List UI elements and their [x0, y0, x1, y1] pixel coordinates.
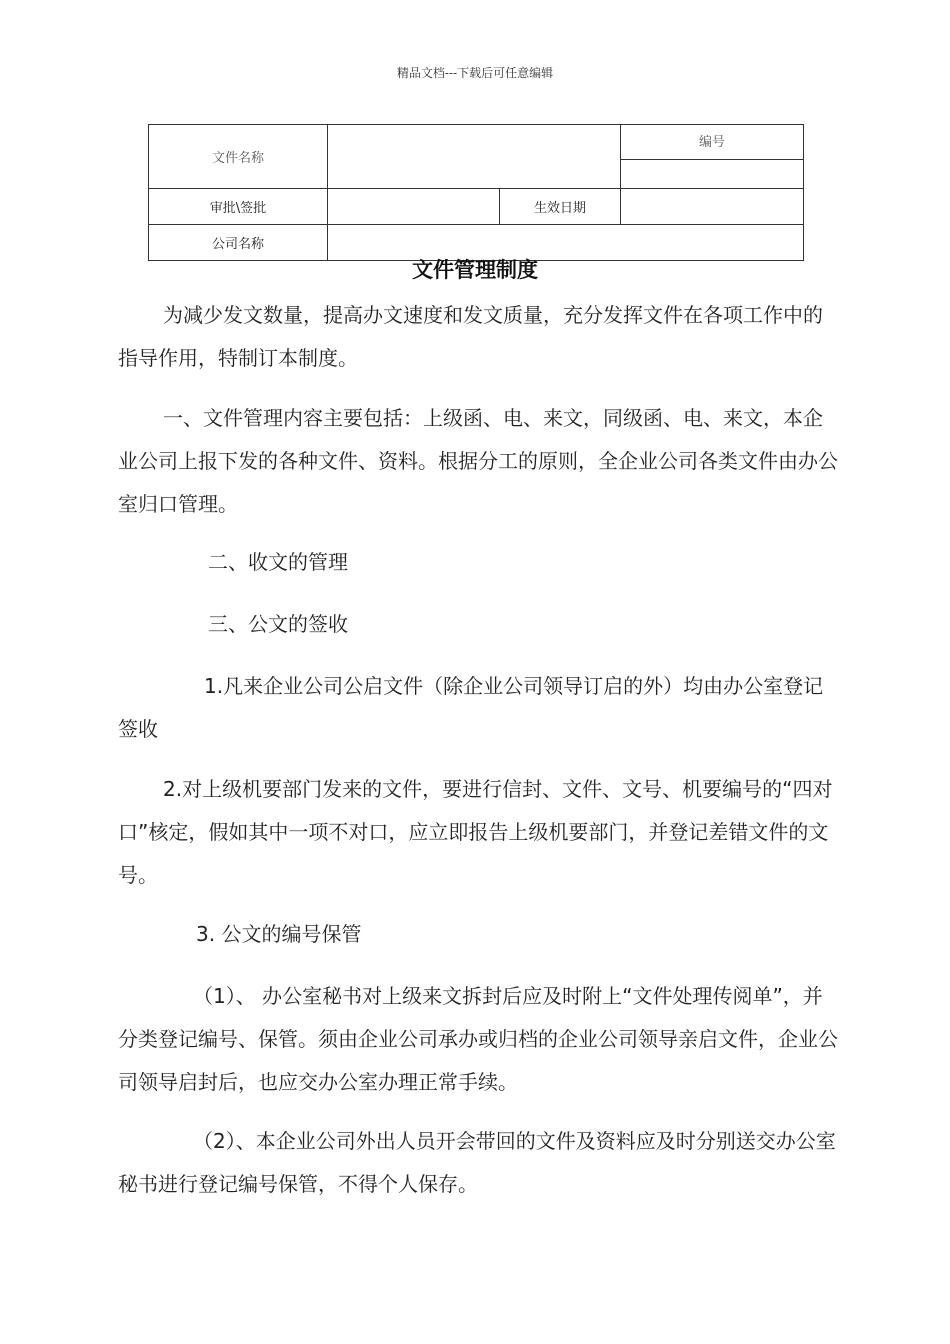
- paragraph-intro: 为减少发文数量，提高办文速度和发文质量，充分发挥文件在各项工作中的指导作用，特制订本制度。: [118, 303, 823, 370]
- paragraph-section-1: 一、文件管理内容主要包括：上级函、电、来文，同级函、电、来文，本企业公司上报下发的各种文件、资料。根据分工的原则，全企业公司各类文件由办公室归口管理。: [118, 406, 838, 516]
- company-name-label: 公司名称: [149, 225, 328, 261]
- approval-label: 审批\签批: [149, 189, 328, 225]
- approval-value: [328, 189, 500, 225]
- paragraph-subitem-1: （1）、 办公室秘书对上级来文拆封后应及时附上“文件处理传阅单”，并分类登记编号、保管。须由企业公司承办或归档的企业公司领导亲启文件，企业公司领导启封后，也应交办公室办理正常手续。: [118, 984, 838, 1094]
- heading-item-3: 3. 公文的编号保管: [196, 922, 362, 946]
- code-label: 编号: [621, 125, 804, 160]
- document-title: 文件管理制度: [412, 258, 538, 282]
- document-info-table: [148, 124, 804, 261]
- file-name-value: [328, 125, 621, 189]
- paragraph-item-2: 2.对上级机要部门发来的文件，要进行信封、文件、文号、机要编号的“四对口”核定，假如其中一项不对口，应立即报告上级机要部门，并登记差错文件的文号。: [118, 777, 833, 887]
- code-value: [621, 160, 804, 189]
- effective-date-value: [621, 189, 804, 225]
- table-row: [149, 125, 804, 160]
- page-header-watermark: 精品文档---下载后可任意编辑: [396, 66, 554, 80]
- paragraph-item-1: 1.凡来企业公司公启文件（除企业公司领导订启的外）均由办公室登记签收: [118, 674, 824, 741]
- effective-date-label: 生效日期: [500, 189, 621, 225]
- file-name-label: 文件名称: [149, 125, 328, 189]
- heading-section-2: 二、收文的管理: [208, 550, 348, 574]
- table-row: [149, 189, 804, 225]
- paragraph-subitem-2: （2）、本企业公司外出人员开会带回的文件及资料应及时分别送交办公室秘书进行登记编号保管，不得个人保存。: [118, 1129, 836, 1196]
- heading-section-3: 三、公文的签收: [208, 612, 348, 636]
